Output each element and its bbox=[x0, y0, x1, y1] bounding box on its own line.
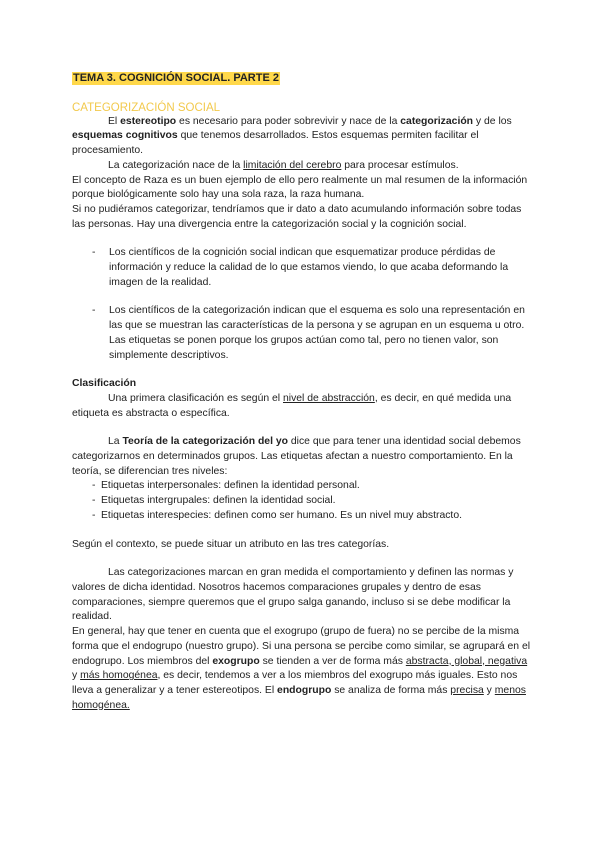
paragraph-abstraccion: Una primera clasificación es según el nivel de abstracción, es decir, en qué medida una etiqueta es abstracta o específica. bbox=[72, 392, 512, 419]
paragraph-categorizaciones: Las categorizaciones marcan en gran medida el comportamiento y definen las normas y valores de dicha identidad. Nosotros hacemos comparaciones grupales y dentro de esas comparaciones, siempre queremos que el grupo salga ganando, incluso si se debe modificar la realidad. bbox=[72, 567, 514, 623]
section-heading: CATEGORIZACIÓN SOCIAL bbox=[72, 101, 221, 114]
paragraph-contexto: Según el contexto, se puede situar un atributo en las tres categorías. bbox=[72, 538, 390, 550]
document-page bbox=[72, 72, 532, 713]
paragraph-limitacion: La categorización nace de la limitación del cerebro para procesar estímulos. bbox=[108, 159, 459, 171]
bullet-list-etiquetas bbox=[72, 479, 532, 523]
list-item: - Los científicos de la cognición social indican que esquematizar produce pérdidas de información y reduce la calidad de lo que estamos viendo, lo que acaba deformando la imagen de la realidad. bbox=[72, 246, 532, 290]
page-title: TEMA 3. COGNICIÓN SOCIAL. PARTE 2 bbox=[73, 72, 279, 84]
list-item: - Etiquetas intergrupales: definen la identidad social. bbox=[72, 494, 532, 509]
paragraph-exogrupo: En general, hay que tener en cuenta que el exogrupo (grupo de fuera) no se percibe de la misma forma que el endogrupo (nuestro grupo). Si una persona se percibe como similar, se agrupará en el endogrupo. Los miembros del exogrupo se tienden a ver de forma más abstracta, global, negativa y más homogénea, es decir, tendemos a ver a los miembros del exogrupo más iguales. Esto nos lleva a generalizar y a tener estereotipos. El endogrupo se analiza de forma más precisa y menos homogénea. bbox=[72, 626, 531, 711]
list-item: - Etiquetas interpersonales: definen la identidad personal. bbox=[72, 479, 532, 494]
list-item: - Los científicos de la categorización indican que el esquema es solo una representación en las que se muestran las características de la persona y se agrupan en un esquema u otro. Las etiquetas se ponen porque los grupos actúan como tal, pero no tienen valor, son simplemente descriptivos. bbox=[72, 304, 532, 363]
paragraph-teoria-yo: La Teoría de la categorización del yo dice que para tener una identidad social debemos categorizarnos en determinados grupos. Las etiquetas afectan a nuestro comportamiento. En la teoría, se diferencian tres niveles: bbox=[72, 436, 521, 477]
paragraph-estereotipo: El estereotipo es necesario para poder sobrevivir y nace de la categorización y de los esquemas cognitivos que tenemos desarrollados. Estos esquemas permiten facilitar el procesamiento. bbox=[72, 115, 512, 157]
bullet-list-cientificos bbox=[72, 246, 532, 363]
list-item: - Etiquetas interespecies: definen como ser humano. Es un nivel muy abstracto. bbox=[72, 509, 532, 524]
paragraph-categorizar: Si no pudiéramos categorizar, tendríamos que ir dato a dato acumulando información sobre todas las personas. Hay una divergencia entre la categorización social y la cognición social. bbox=[72, 203, 522, 230]
subheading-clasificacion: Clasificación bbox=[72, 378, 137, 390]
paragraph-raza: El concepto de Raza es un buen ejemplo de ello pero realmente un mal resumen de la información porque biológicamente solo hay una sola raza, la raza humana. bbox=[72, 174, 528, 201]
